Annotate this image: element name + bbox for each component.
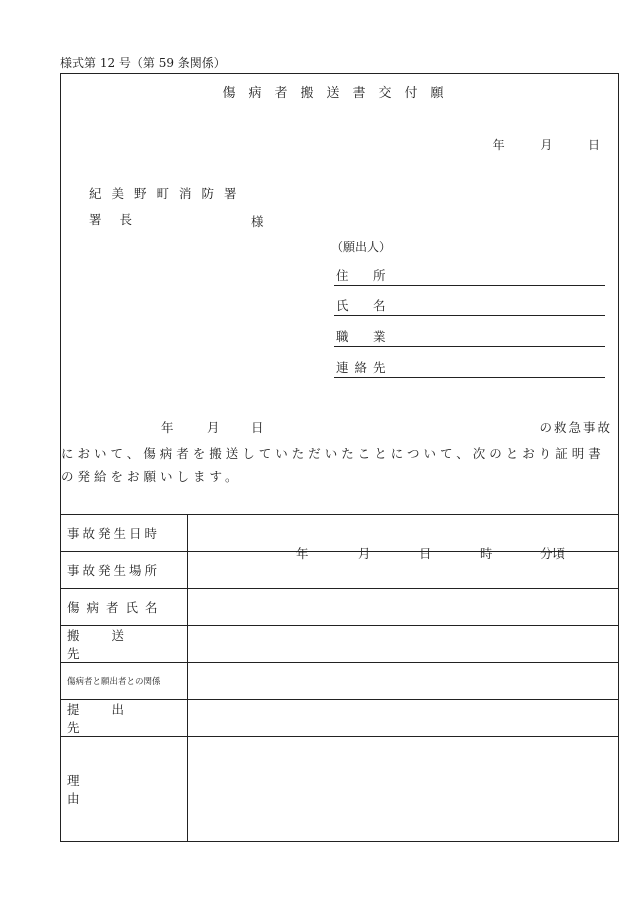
destination-label: 搬送先 xyxy=(67,628,157,661)
submit-to-label: 提出先 xyxy=(67,702,157,735)
row-label xyxy=(61,552,188,589)
reason-cell[interactable] xyxy=(188,737,619,842)
application-date xyxy=(493,136,600,153)
table-row xyxy=(61,589,618,626)
date-month: 月 xyxy=(540,138,553,152)
patient-name-label: 傷病者氏名 xyxy=(67,600,165,615)
occupation-label: 職 業 xyxy=(336,329,392,344)
row-label xyxy=(61,700,188,737)
row-label xyxy=(61,515,188,552)
date-year: 年 xyxy=(492,138,505,152)
table-row xyxy=(61,663,618,700)
table-row xyxy=(61,515,618,552)
details-table xyxy=(61,514,618,842)
destination-cell[interactable] xyxy=(188,626,619,663)
request-text: において、傷病者を搬送していただいたことについて、次のとおり証明書の発給をお願いします。 xyxy=(61,446,605,484)
row-label xyxy=(61,737,188,842)
dt-hour: 時 xyxy=(480,546,493,561)
dt-minute: 分頃 xyxy=(540,546,566,561)
row-label xyxy=(61,663,188,700)
accident-suffix: の救急事故 xyxy=(539,420,612,435)
application-form xyxy=(60,73,619,842)
datetime-cell[interactable] xyxy=(188,515,619,561)
accident-month: 月 xyxy=(207,420,220,435)
form-title: 傷病者搬送書交付願 xyxy=(222,86,457,101)
applicant-label: （願出人） xyxy=(331,240,392,254)
row-label xyxy=(61,626,188,663)
table-row xyxy=(61,737,618,842)
form-number-label: 様式第 12 号（第 59 条関係） xyxy=(60,56,226,70)
table-row xyxy=(61,700,618,737)
place-label: 事故発生場所 xyxy=(67,563,161,578)
contact-label: 連絡先 xyxy=(336,360,392,375)
patient-name-cell[interactable] xyxy=(188,589,619,626)
submit-to-cell[interactable] xyxy=(188,700,619,737)
accident-year: 年 xyxy=(161,420,174,435)
applicant-address-field[interactable] xyxy=(334,266,605,286)
address-label: 住 所 xyxy=(336,268,392,283)
date-day: 日 xyxy=(587,138,600,152)
table-row xyxy=(61,552,618,589)
relationship-label: 傷病者と願出者との関係 xyxy=(67,677,161,687)
name-label: 氏 名 xyxy=(336,298,392,313)
dt-year: 年 xyxy=(296,546,309,561)
datetime-label: 事故発生日時 xyxy=(67,526,161,541)
addressee-station: 紀美野町消防署 xyxy=(89,186,247,201)
dt-day: 日 xyxy=(419,546,432,561)
reason-label: 理由 xyxy=(67,773,160,807)
applicant-name-field[interactable] xyxy=(334,296,605,316)
accident-day: 日 xyxy=(251,420,264,435)
applicant-contact-field[interactable] xyxy=(334,358,605,378)
table-row xyxy=(61,626,618,663)
addressee-chief: 署長 xyxy=(89,212,151,227)
applicant-occupation-field[interactable] xyxy=(334,327,605,347)
addressee-honorific: 様 xyxy=(251,214,264,229)
row-label xyxy=(61,589,188,626)
relationship-cell[interactable] xyxy=(188,663,619,700)
dt-month: 月 xyxy=(358,546,371,561)
